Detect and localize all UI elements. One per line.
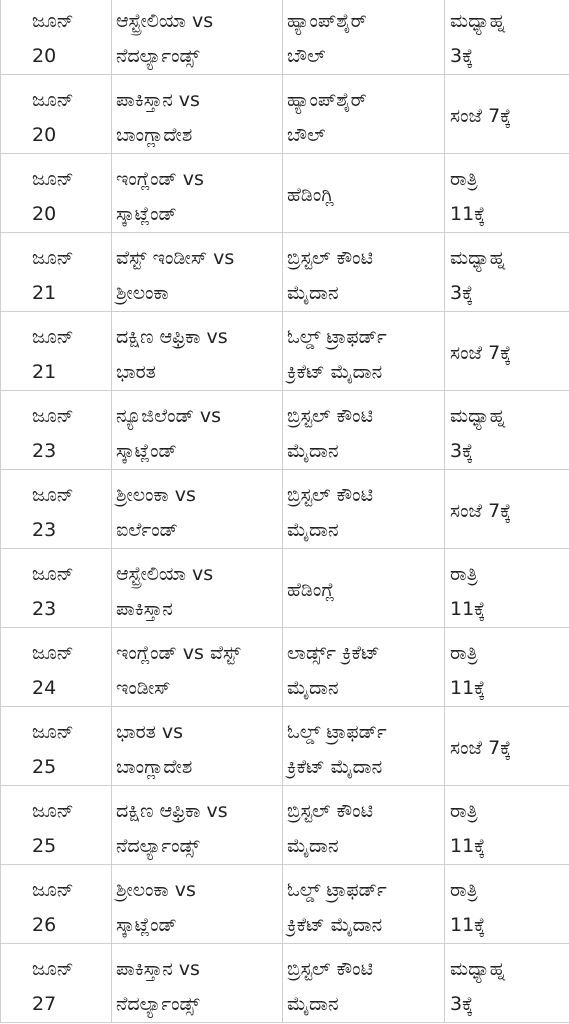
match-cell — [112, 944, 283, 1023]
match-cell-line: ಸ್ಕಾಟ್ಲೆಂಡ್ — [116, 914, 177, 936]
date-cell — [1, 75, 112, 154]
time-cell — [445, 312, 569, 391]
time-cell-line: 3ಕ್ಕೆ — [450, 282, 474, 304]
venue-cell-line: ಬ್ರಿಸ್ಟಲ್ ಕೌಂಟಿ — [287, 405, 374, 427]
venue-cell — [283, 233, 445, 312]
match-cell-line: ಶ್ರೀಲಂಕಾ — [116, 282, 169, 304]
venue-cell — [283, 786, 445, 865]
match-cell-line: ನೆದರ್ಲ್ಯಾಂಡ್ಸ್ — [116, 835, 200, 857]
venue-cell-line: ಬ್ರಿಸ್ಟಲ್ ಕೌಂಟಿ — [287, 958, 374, 980]
table-row — [1, 549, 569, 628]
venue-cell — [283, 154, 445, 233]
date-cell — [1, 391, 112, 470]
match-cell-line: ಪಾಕಿಸ್ತಾನ vs — [116, 958, 200, 980]
time-cell-line: 3ಕ್ಕೆ — [450, 440, 474, 462]
date-cell-line: ಜೂನ್ — [32, 168, 74, 190]
time-cell-line: ಮಧ್ಯಾಹ್ನ — [450, 405, 506, 427]
match-cell — [112, 0, 283, 75]
date-cell — [1, 0, 112, 75]
time-cell-line: ಸಂಜೆ 7ಕ್ಕೆ — [450, 341, 512, 364]
venue-cell-line: ಓಲ್ಡ್ ಟ್ರಾಫರ್ಡ್ — [287, 326, 387, 348]
time-cell-line: ಮಧ್ಯಾಹ್ನ — [450, 958, 506, 980]
time-cell-line: 11ಕ್ಕೆ — [450, 914, 486, 936]
venue-cell-line: ಮೈದಾನ — [287, 440, 339, 462]
match-cell-line: ನೆದರ್ಲ್ಯಾಂಡ್ಸ್ — [116, 993, 200, 1015]
venue-cell — [283, 865, 445, 944]
date-cell-line: 20 — [32, 124, 57, 146]
date-cell-line: 25 — [32, 835, 57, 857]
date-cell-line: ಜೂನ್ — [32, 89, 74, 111]
time-cell — [445, 75, 569, 154]
match-cell-line: ಇಂಡೀಸ್ — [116, 677, 171, 699]
time-cell — [445, 154, 569, 233]
date-cell-line: 25 — [32, 756, 57, 778]
time-cell-line: ರಾತ್ರಿ — [450, 879, 478, 901]
venue-cell — [283, 312, 445, 391]
time-cell — [445, 549, 569, 628]
date-cell-line: 23 — [32, 519, 57, 541]
table-row — [1, 628, 569, 707]
venue-cell — [283, 549, 445, 628]
venue-cell-line: ಮೈದಾನ — [287, 282, 339, 304]
venue-cell — [283, 0, 445, 75]
date-cell — [1, 628, 112, 707]
date-cell-line: 26 — [32, 914, 57, 936]
table-row — [1, 786, 569, 865]
time-cell — [445, 0, 569, 75]
table-row — [1, 233, 569, 312]
table-row — [1, 312, 569, 391]
date-cell-line: ಜೂನ್ — [32, 247, 74, 269]
date-cell-line: ಜೂನ್ — [32, 800, 74, 822]
match-cell-line: ಐರ್ಲೆಂಡ್ — [116, 519, 178, 541]
match-cell — [112, 233, 283, 312]
match-cell-line: ದಕ್ಷಿಣ ಆಫ್ರಿಕಾ vs — [116, 800, 228, 822]
match-cell-line: ಪಾಕಿಸ್ತಾನ vs — [116, 89, 200, 111]
date-cell — [1, 786, 112, 865]
match-cell-line: ಆಸ್ಟ್ರೇಲಿಯಾ vs — [116, 10, 214, 32]
venue-cell-line: ಹ್ಯಾಂಪ್‌ಶೈರ್ — [287, 10, 367, 32]
venue-cell — [283, 628, 445, 707]
match-cell — [112, 75, 283, 154]
table-row — [1, 154, 569, 233]
match-cell-line: ಆಸ್ಟ್ರೇಲಿಯಾ vs — [116, 563, 214, 585]
venue-cell-line: ಕ್ರಿಕೆಟ್ ಮೈದಾನ — [287, 756, 383, 778]
time-cell-line: 11ಕ್ಕೆ — [450, 598, 486, 620]
venue-cell-line: ಬ್ರಿಸ್ಟಲ್ ಕೌಂಟಿ — [287, 484, 374, 506]
time-cell — [445, 786, 569, 865]
table-row — [1, 865, 569, 944]
date-cell-line: 23 — [32, 440, 57, 462]
time-cell — [445, 628, 569, 707]
match-cell-line: ಶ್ರೀಲಂಕಾ vs — [116, 879, 196, 901]
match-cell-line: ಇಂಗ್ಲೆಂಡ್ vs ವೆಸ್ಟ್ — [116, 642, 241, 664]
match-cell-line: ಸ್ಕಾಟ್ಲೆಂಡ್ — [116, 203, 177, 225]
venue-cell-line: ಬೌಲ್ — [287, 45, 326, 67]
date-cell-line: 24 — [32, 677, 57, 699]
time-cell-line: ಮಧ್ಯಾಹ್ನ — [450, 10, 506, 32]
venue-cell-line: ಮೈದಾನ — [287, 519, 339, 541]
match-cell — [112, 549, 283, 628]
match-cell-line: ಸ್ಕಾಟ್ಲೆಂಡ್ — [116, 440, 177, 462]
time-cell-line: 11ಕ್ಕೆ — [450, 203, 486, 225]
date-cell — [1, 707, 112, 786]
date-cell-line: 20 — [32, 45, 57, 67]
time-cell-line: 3ಕ್ಕೆ — [450, 45, 474, 67]
match-cell-line: ನ್ಯೂಜಿಲೆಂಡ್ vs — [116, 405, 222, 427]
match-cell — [112, 865, 283, 944]
venue-cell-line: ಓಲ್ಡ್ ಟ್ರಾಫರ್ಡ್ — [287, 721, 387, 743]
match-cell-line: ವೆಸ್ಟ್ ಇಂಡೀಸ್ vs — [116, 247, 235, 269]
match-cell-line: ಬಾಂಗ್ಲಾದೇಶ — [116, 756, 193, 778]
date-cell — [1, 154, 112, 233]
venue-cell-line: ಕ್ರಿಕೆಟ್ ಮೈದಾನ — [287, 914, 383, 936]
venue-cell-line: ಹೆಡಿಂಗ್ಲಿ — [287, 183, 334, 206]
time-cell — [445, 707, 569, 786]
date-cell-line: 21 — [32, 282, 57, 304]
time-cell-line: ರಾತ್ರಿ — [450, 642, 478, 664]
time-cell — [445, 233, 569, 312]
match-cell — [112, 707, 283, 786]
date-cell — [1, 233, 112, 312]
time-cell-line: 11ಕ್ಕೆ — [450, 835, 486, 857]
venue-cell — [283, 944, 445, 1023]
venue-cell-line: ಮೈದಾನ — [287, 993, 339, 1015]
time-cell-line: ಸಂಜೆ 7ಕ್ಕೆ — [450, 499, 512, 522]
venue-cell-line: ಲಾರ್ಡ್ಸ್ ಕ್ರಿಕೆಟ್ — [287, 642, 380, 664]
venue-cell-line: ಮೈದಾನ — [287, 835, 339, 857]
venue-cell — [283, 75, 445, 154]
match-cell — [112, 391, 283, 470]
venue-cell-line: ಹೆಡಿಂಗ್ಲೆ — [287, 578, 335, 601]
venue-cell — [283, 707, 445, 786]
time-cell — [445, 470, 569, 549]
date-cell-line: ಜೂನ್ — [32, 484, 74, 506]
match-cell — [112, 154, 283, 233]
time-cell-line: ರಾತ್ರಿ — [450, 563, 478, 585]
date-cell-line: 27 — [32, 993, 57, 1015]
match-cell-line: ನೆದರ್ಲ್ಯಾಂಡ್ಸ್ — [116, 45, 200, 67]
date-cell-line: ಜೂನ್ — [32, 405, 74, 427]
time-cell-line: ಸಂಜೆ 7ಕ್ಕೆ — [450, 104, 512, 127]
date-cell — [1, 312, 112, 391]
match-cell — [112, 628, 283, 707]
venue-cell — [283, 391, 445, 470]
date-cell — [1, 549, 112, 628]
venue-cell — [283, 470, 445, 549]
table-row — [1, 470, 569, 549]
table-row — [1, 75, 569, 154]
table-row — [1, 0, 569, 75]
match-cell-line: ಇಂಗ್ಲೆಂಡ್ vs — [116, 168, 204, 190]
match-cell-line: ಬಾಂಗ್ಲಾದೇಶ — [116, 124, 193, 146]
date-cell-line: 20 — [32, 203, 57, 225]
time-cell-line: 11ಕ್ಕೆ — [450, 677, 486, 699]
match-cell — [112, 470, 283, 549]
date-cell — [1, 470, 112, 549]
date-cell-line: ಜೂನ್ — [32, 326, 74, 348]
date-cell-line: 23 — [32, 598, 57, 620]
table-row — [1, 391, 569, 470]
venue-cell-line: ಓಲ್ಡ್ ಟ್ರಾಫರ್ಡ್ — [287, 879, 387, 901]
match-cell-line: ಶ್ರೀಲಂಕಾ vs — [116, 484, 196, 506]
time-cell — [445, 865, 569, 944]
time-cell-line: ಸಂಜೆ 7ಕ್ಕೆ — [450, 736, 512, 759]
match-cell — [112, 312, 283, 391]
time-cell — [445, 944, 569, 1023]
date-cell-line: ಜೂನ್ — [32, 10, 74, 32]
venue-cell-line: ಬ್ರಿಸ್ಟಲ್ ಕೌಂಟಿ — [287, 800, 374, 822]
venue-cell-line: ಬ್ರಿಸ್ಟಲ್ ಕೌಂಟಿ — [287, 247, 374, 269]
date-cell-line: ಜೂನ್ — [32, 642, 74, 664]
time-cell-line: ಮಧ್ಯಾಹ್ನ — [450, 247, 506, 269]
date-cell-line: 21 — [32, 361, 57, 383]
date-cell-line: ಜೂನ್ — [32, 721, 74, 743]
date-cell — [1, 944, 112, 1023]
time-cell — [445, 391, 569, 470]
venue-cell-line: ಬೌಲ್ — [287, 124, 326, 146]
table-row — [1, 707, 569, 786]
venue-cell-line: ಮೈದಾನ — [287, 677, 339, 699]
date-cell — [1, 865, 112, 944]
date-cell-line: ಜೂನ್ — [32, 958, 74, 980]
venue-cell-line: ಹ್ಯಾಂಪ್‌ಶೈರ್ — [287, 89, 367, 111]
time-cell-line: 3ಕ್ಕೆ — [450, 993, 474, 1015]
time-cell-line: ರಾತ್ರಿ — [450, 800, 478, 822]
match-cell-line: ಭಾರತ — [116, 361, 156, 383]
match-cell-line: ದಕ್ಷಿಣ ಆಫ್ರಿಕಾ vs — [116, 326, 228, 348]
match-cell-line: ಪಾಕಿಸ್ತಾನ — [116, 598, 173, 620]
match-cell — [112, 786, 283, 865]
table-row — [1, 944, 569, 1023]
time-cell-line: ರಾತ್ರಿ — [450, 168, 478, 190]
venue-cell-line: ಕ್ರಿಕೆಟ್ ಮೈದಾನ — [287, 361, 383, 383]
date-cell-line: ಜೂನ್ — [32, 879, 74, 901]
date-cell-line: ಜೂನ್ — [32, 563, 74, 585]
match-cell-line: ಭಾರತ vs — [116, 721, 183, 743]
schedule-body — [1, 0, 569, 1023]
